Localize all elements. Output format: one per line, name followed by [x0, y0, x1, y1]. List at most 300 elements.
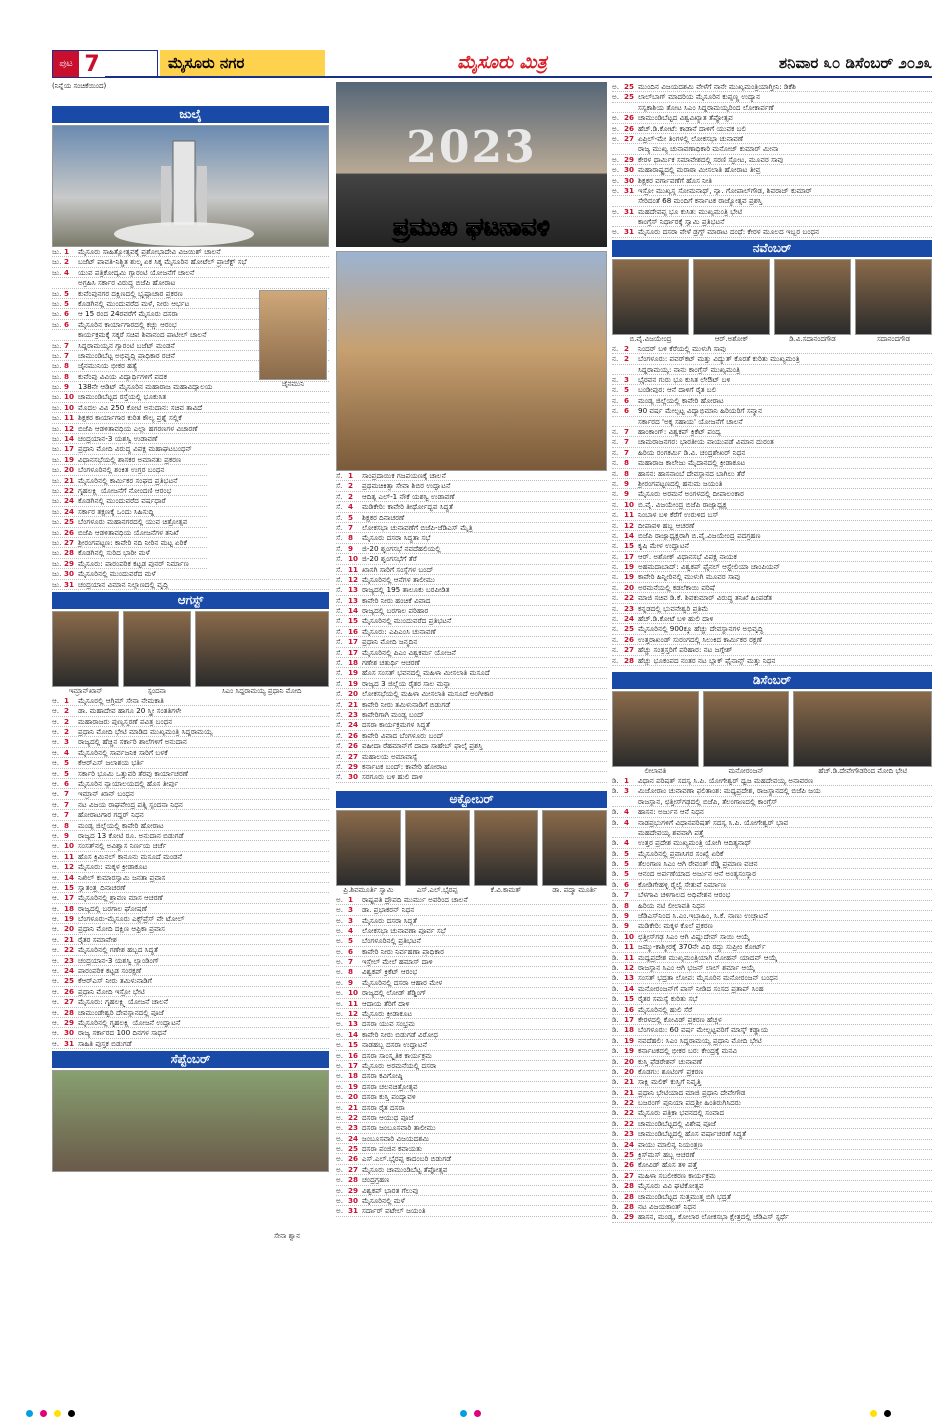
event-day: 23 — [348, 709, 359, 719]
event-day: 5 — [64, 288, 70, 298]
registration-dot-icon — [884, 1410, 891, 1417]
list-item — [52, 278, 329, 288]
list-item — [612, 994, 932, 1004]
event-day: 9 — [64, 382, 70, 392]
event-day: 11 — [624, 510, 635, 520]
list-item — [52, 904, 329, 914]
event-day: 20 — [348, 689, 359, 699]
event-day: 24 — [64, 966, 75, 976]
list-item — [612, 828, 932, 838]
event-list-october — [336, 895, 607, 1217]
event-text: ನಿಂದರ್ ಬಳಿ ಕೆರೆಯಲ್ಲಿ ಮುಳುಗಿ ಸಾವು — [638, 343, 726, 353]
event-text: ಗಣೇಶ ಚತುರ್ಥಿ ಆಚರಣೆ — [362, 658, 420, 668]
event-month: ಸೆ. — [336, 533, 343, 543]
event-month: ಅ. — [612, 82, 620, 91]
list-item — [336, 679, 607, 689]
portrait-caption: ಸ್ಪಂದನಾ — [147, 686, 166, 695]
event-day: 17 — [64, 893, 75, 903]
event-month: ಡಿ. — [612, 1087, 619, 1097]
list-item — [52, 852, 329, 862]
event-day: 28 — [64, 1007, 75, 1017]
event-text: ಲೋಕಸಭೆಯಲ್ಲಿ ಮಹಿಳಾ ಮೀಸಲಾತಿ ಮಸೂದೆ ಅಂಗೀಕಾರ — [362, 689, 494, 699]
event-day: 23 — [348, 1123, 359, 1133]
event-month: ಅ. — [612, 154, 620, 164]
list-item — [52, 800, 329, 810]
event-month: ಆ. — [52, 810, 60, 820]
event-text: ಮೈಸೂರಿನಲ್ಲಿ ದಸರಾ ಆಹಾರ ಮೇಳ — [362, 977, 443, 987]
list-item — [612, 890, 932, 900]
event-text: ಜಮ್ಮು-ಕಾಶ್ಮೀರಕ್ಕೆ 370ನೇ ವಿಧಿ ರದ್ದು ಸುಪ್ರೀಂ ಕೋರ್ಟ್ — [638, 942, 766, 952]
event-day: 8 — [348, 533, 354, 543]
event-text: ಚಂದ್ರಯಾನ-3 ಯಶಸ್ವಿ ಲ್ಯಾಂಡಿಂಗ್ — [78, 955, 160, 965]
event-text: ಕಾವೇರಿ ನೀರು ಹಂಚಿಕೆ ವಿವಾದ — [362, 595, 431, 605]
event-month: ಜು. — [52, 434, 62, 444]
list-item — [52, 935, 329, 945]
print-registration-strip — [0, 1404, 945, 1424]
event-month: ಡಿ. — [612, 1108, 619, 1118]
list-item — [612, 489, 932, 499]
event-month: ಆ. — [52, 758, 60, 768]
event-text: ಹೋರಾಟಗಾರ ಗದ್ದರ್ ನಿಧನ — [78, 810, 144, 820]
portrait — [855, 259, 932, 344]
event-text: ಮೈಸೂರು ಸಾಹಿತ್ಯೋತ್ಸವಕ್ಕೆ ಪ್ರಶೋಭಾದೇವಿ ವಿಜಯಿಶ್ ಚಾಲನೆ — [78, 247, 221, 256]
portrait-caption: ಡಿ.ವಿ.ಸದಾನಂದಗೌಡ — [789, 334, 836, 343]
event-text: ದಸರಾ ಆಯುಧ ಪೂಜೆ — [362, 1112, 414, 1122]
portrait-photo — [52, 611, 119, 687]
event-month: ಅ. — [336, 936, 344, 946]
list-item — [336, 596, 607, 606]
event-text: ಮೈಸೂರು ಕ್ರೀಡಾಕೂಟ — [362, 1009, 413, 1019]
list-item — [336, 1123, 607, 1133]
list-item — [612, 155, 932, 165]
event-text: ಆದಿತ್ಯ ಎಲ್-1 ನೌಕೆ ಯಶಸ್ವಿ ಉಡಾವಣೆ — [362, 491, 455, 501]
event-month: ಆ. — [52, 986, 60, 996]
event-day: 31 — [64, 1038, 75, 1048]
list-item — [336, 1206, 607, 1216]
event-text: ಮಡಿಕೇರಿ: ಮಕ್ಕಳ ಕೊಲೆ ಪ್ರಕರಣ — [638, 921, 713, 931]
event-day: 10 — [624, 931, 635, 941]
event-day: 20 — [624, 582, 635, 592]
list-item — [336, 947, 607, 957]
event-month: ಸೆ. — [336, 699, 343, 709]
event-day: 23 — [64, 955, 75, 965]
event-text: ಬೆಂಗಳೂರು: 60 ವರ್ಷ ಮೇಲ್ಪಟ್ಟವರಿಗೆ ಮಾಸ್ಕ್ ಕಡ್ಡಾಯ — [638, 1025, 769, 1035]
event-month: ಆ. — [52, 882, 60, 892]
list-item — [52, 758, 329, 768]
event-day: 6 — [624, 406, 630, 416]
event-month: ಅ. — [336, 1040, 344, 1050]
event-day: 17 — [348, 1060, 359, 1070]
event-month: ಸೆ. — [336, 554, 343, 564]
event-day: 31 — [624, 227, 635, 237]
list-item — [612, 656, 932, 666]
list-item — [612, 531, 932, 541]
event-day: 27 — [348, 751, 359, 761]
event-text: ರೈತರ ಸಮಾವೇಶ — [78, 934, 117, 944]
list-item — [52, 841, 329, 851]
event-text: 138ನೇ ಆಡಿಟ್ ಮೈಸೂರಿನ ಮಹಾರಾಜ ಮಹಾವಿದ್ಯಾಲಯ — [78, 382, 213, 392]
event-list-august — [52, 696, 329, 1049]
column-left — [52, 82, 329, 1240]
list-item — [612, 635, 932, 645]
event-month: ಡಿ. — [612, 1118, 619, 1128]
event-month: ಸೆ. — [336, 751, 343, 761]
event-month: ಜು. — [52, 382, 62, 392]
event-day: 2 — [348, 491, 354, 501]
event-month: ಡಿ. — [612, 1160, 619, 1170]
event-month: ಡಿ. — [612, 879, 619, 889]
event-month: ನ. — [612, 375, 619, 385]
event-day: 1 — [348, 894, 354, 904]
portrait — [336, 810, 401, 895]
event-month: ಅ. — [336, 1060, 344, 1070]
list-item — [612, 984, 932, 994]
event-day: 10 — [64, 392, 75, 402]
event-day: 26 — [348, 1154, 359, 1164]
event-month: ಅ. — [336, 1196, 344, 1206]
event-day: 16 — [348, 626, 359, 636]
event-text: ದಸರಾ ಯುವ ಸಂಭ್ರಮ — [362, 1019, 416, 1029]
event-text: ಹಾಂಕಾಂಗ್: ವಿಶ್ವಕಪ್ ಕ್ರಿಕೆಟ್ ಪಂದ್ಯ — [638, 426, 721, 436]
event-day: 27 — [348, 1164, 359, 1174]
event-text: ದಸರಾ ರೈತ ದಸರಾ — [362, 1102, 405, 1112]
list-item — [612, 973, 932, 983]
event-text: ಆನಂದ ಅರ್ಪಣೆಯಾದ ಅರ್ಜುನ ಆನೆ ಅಂತ್ಯಸಂಸ್ಕಾರ — [638, 869, 757, 879]
event-month: ನ. — [612, 582, 619, 592]
event-month: ಅ. — [336, 1009, 344, 1019]
event-day: 24 — [348, 1133, 359, 1143]
event-text: ವಿಧಾನಸಭೆಯಲ್ಲಿ ಶಾಸಕರ ಅಮಾನತು ಪ್ರಕರಣ — [78, 454, 182, 464]
event-text: ಶಿಕ್ಷಕರ ಕಾರ್ಯಾಗಾರ ಕುರಿತ ಕೌಲ್ಯ ಪ್ರಶ್ನೆ ಸಲ್ಲಿಕೆ — [78, 413, 182, 423]
event-day: 12 — [64, 862, 75, 872]
event-day: 15 — [624, 994, 635, 1004]
portrait-photo — [405, 810, 470, 886]
event-text: ನಟ ವಿಜಯ ರಾಘವೇಂದ್ರ ಪತ್ನಿ ಸ್ಪಂದನಾ ನಿಧನ — [78, 799, 183, 809]
event-text: ಜಿ-20 ಶೃಂಗಸಭೆ ನವದೆಹಲಿಯಲ್ಲಿ — [362, 543, 441, 553]
event-day: 6 — [64, 319, 70, 329]
event-text: ಕೇರಳ ಧಾರ್ಮಿಕ ಸಮಾವೇಶದಲ್ಲಿ ಸರಣಿ ಸ್ಫೋಟ, ಮೂವರ ಸಾವು — [638, 154, 784, 164]
list-item — [336, 513, 607, 523]
event-day: 22 — [624, 1108, 635, 1118]
event-day: 9 — [64, 830, 70, 840]
event-text: ರಾಜ್ಯ ಮುಖ್ಯ ಚುನಾವಣಾಧಿಕಾರಿ ಮನೋಜ್ ಕುಮಾರ್ ಮೀನಾ — [638, 144, 779, 154]
event-day: 20 — [348, 1092, 359, 1102]
list-item — [612, 818, 932, 828]
event-month: ಸೆ. — [336, 543, 343, 553]
event-day: 5 — [64, 298, 70, 308]
list-item — [52, 538, 207, 548]
list-item — [336, 627, 607, 637]
event-month: ಅ. — [336, 1123, 344, 1133]
list-item — [612, 510, 932, 520]
list-item — [336, 523, 607, 533]
event-day: 6 — [348, 946, 354, 956]
event-day: 30 — [64, 1028, 75, 1038]
list-item — [612, 1129, 932, 1139]
list-item — [612, 838, 932, 848]
event-month: ಡಿ. — [612, 1025, 619, 1035]
event-text: ಕೋಡಿಗೇಹಳ್ಳಿ ರೈಲ್ವೆ ಸೇತುವೆ ನಿರ್ಮಾಣ — [638, 879, 727, 889]
event-month: ಡಿ. — [612, 1212, 619, 1222]
event-text: ರಾಜ್ಯದ 13 ಕೋಟಿ ರೂ. ಅನುದಾನ ಬಿಡುಗಡೆ — [78, 830, 184, 840]
event-month: ಅ. — [336, 1029, 344, 1039]
list-item — [612, 406, 932, 416]
event-day: 11 — [624, 952, 635, 962]
event-text: ಲೋಕಸಭಾ ಚುನಾವಣೆಗೆ ಬಿಜೆಪಿ-ಜೆಡಿಎಸ್ ಮೈತ್ರಿ — [362, 522, 473, 532]
list-item — [52, 268, 329, 278]
event-text: ಮಡಿಕೇರಿ: ಕಾವೇರಿ ತೀರ್ಥೋದ್ಭವ ಸಿದ್ಧತೆ — [362, 502, 453, 512]
portrait — [793, 691, 932, 776]
event-text: ಬೆಂಗಳೂರು: ಪವರ್‌ಕಟ್ ಮತ್ತು ವಿದ್ಯುತ್ ಕೊರತೆ ಕುರಿತು ಮುಖ್ಯಮಂತ್ರಿ — [638, 354, 800, 364]
event-month: ಆ. — [52, 706, 60, 716]
portrait — [774, 259, 851, 344]
event-text: ಕಾವೇರಿ ನೀರು ತಮಿಳುನಾಡಿಗೆ ಬಿಡುಗಡೆ — [362, 699, 451, 709]
event-month: ಅ. — [612, 92, 620, 102]
event-text: ಹಾಸನ, ಮಂಡ್ಯ, ಕೋಲಾರ ಲೋಕಸಭಾ ಕ್ಷೇತ್ರದಲ್ಲಿ ಜೆಡಿಎಸ್ ಸ್ಪರ್ಧೆ — [638, 1212, 789, 1222]
event-month: ಅ. — [336, 1206, 344, 1216]
event-text: ರಾಜ್ಯದಲ್ಲಿ 195 ತಾಲೂಕು ಬರಪೀಡಿತ — [362, 585, 450, 595]
list-item — [612, 797, 932, 807]
event-text: ಕಾವೇರಿ ವಿವಾದ ಬೆಂಗಳೂರು ಬಂದ್ — [362, 730, 444, 740]
event-month: ನ. — [612, 354, 619, 364]
event-day: 31 — [624, 206, 635, 216]
event-day: 27 — [624, 1170, 635, 1180]
event-month: ಜು. — [52, 340, 62, 350]
column-center — [336, 82, 607, 1217]
list-item — [612, 869, 932, 879]
list-item — [612, 859, 932, 869]
list-item — [336, 1071, 607, 1081]
event-text: ಚಾಮುಂಡಿಬೆಟ್ಟದ ಸುತ್ತಮುತ್ತ ಬಿಗಿ ಭದ್ರತೆ — [638, 1191, 731, 1201]
event-text: ಚಂದ್ರಯಾನ-3 ಯಶಸ್ವಿ ಉಡಾವಣೆ — [78, 434, 158, 444]
event-month: ಡಿ. — [612, 1098, 619, 1108]
event-text: 90 ವರ್ಷ ಮೇಲ್ಪಟ್ಟ ವಿದ್ಯಾಭಿಮಾನಿ ಹಿರಿಯರಿಗೆ ಸನ್ಮಾನ — [638, 406, 763, 416]
event-text: ಕೊಡಗಿನಲ್ಲಿ ಸುರಿದ ಭಾರೀ ಮಳೆ — [78, 548, 150, 558]
event-month: ಆ. — [52, 727, 60, 737]
event-text: ದಸರಾ ಚಲನಚಿತ್ರೋತ್ಸವ — [362, 1081, 418, 1091]
event-text: ಶ್ರೀರಂಗಪಟ್ಟಣದಲ್ಲಿ ಹನುಮ ಜಯಂತಿ — [638, 478, 723, 488]
event-month: ನ. — [612, 562, 619, 572]
event-month: ಜು. — [52, 257, 62, 267]
event-day: 7 — [64, 810, 70, 820]
event-day: 6 — [64, 309, 70, 319]
event-month: ಅ. — [336, 1071, 344, 1081]
event-month: ಡಿ. — [612, 931, 619, 941]
event-text: ಡಾ. ಮಹಾದೇವ ಹಾಗೂ 20 ಸ್ತ್ರೀ ಸಂತತಿಗಳೇ — [78, 706, 182, 716]
list-item — [52, 924, 329, 934]
event-day: 19 — [348, 678, 359, 688]
event-text: ಶಿಕ್ಷಕರ ದಿನಾಚರಣೆ — [362, 512, 405, 522]
event-month: ಡಿ. — [612, 1035, 619, 1045]
event-text: ಕಾವೇರಿ ನೀರು ನಿರ್ವಹಣಾ ಪ್ರಾಧಿಕಾರ — [362, 946, 445, 956]
event-month: ಜು. — [52, 558, 62, 568]
event-day: 18 — [624, 1025, 635, 1035]
event-text: ಕ್ರಿಸ್‌ಮಸ್ ಹಬ್ಬ ಆಚರಣೆ — [638, 1150, 695, 1160]
event-text: ರಾಷ್ಟ್ರಪತಿ ದ್ರೌಪದಿ ಮುರ್ಮು ಅವರಿಂದ ಚಾಲನೆ — [362, 894, 468, 904]
event-text: ಚಾಮುಂಡಿಬೆಟ್ಟದ ರಸ್ತೆಯಲ್ಲಿ ಭೂಕುಸಿತ — [78, 392, 167, 402]
event-text: ಆ 15 ರಂದ 24ರವರೆಗೆ ಮೈಸೂರು ದಸರಾ — [78, 309, 178, 319]
event-text: ವಹೀದಾ ರೆಹಮಾನ್‌ಗೆ ದಾದಾ ಸಾಹೇಬ್ ಫಾಲ್ಕೆ ಪ್ರಶಸ್ತಿ — [362, 741, 483, 751]
list-item — [612, 396, 932, 406]
event-text: ರಾಜಸ್ಥಾನ ಸಿಎಂ ಆಗಿ ಭಜನ್ ಲಾಲ್ ಶರ್ಮಾ ಆಯ್ಕೆ — [638, 963, 755, 972]
event-day: 1 — [64, 695, 70, 705]
event-text: ಬೆಂಗಳೂರು ಮಹಾನಗರದಲ್ಲಿ ಯುವ ಚಿತ್ರೋತ್ಸವ — [78, 517, 188, 527]
event-text: ಹೊಸ ಕ್ರಿಮಿನಲ್ ಕಾನೂನು ಮಸೂದೆ ಮಂಡನೆ — [78, 851, 183, 861]
event-text: ಸಾಕ್ಷಿ ಮಲಿಕ್ ಕುಸ್ತಿಗೆ ನಿವೃತ್ತಿ — [638, 1077, 702, 1087]
event-text: ಚಾಮುಂಡಿಬೆಟ್ಟದಲ್ಲಿ ಹೊಸ ವರ್ಷಾಚರಣೆ ಸಿದ್ಧತೆ — [638, 1129, 747, 1139]
event-day: 4 — [624, 838, 630, 848]
list-item — [52, 873, 329, 883]
portrait-caption: ಹೆಚ್.ಡಿ.ದೇವೇಗೌಡರಿಂದ ಮೋದಿ ಭೇಟಿ — [818, 766, 908, 775]
list-item — [612, 932, 932, 942]
event-month: ಜು. — [52, 371, 62, 381]
list-item — [612, 1098, 932, 1108]
event-text: ಕರ್ನಾಟಕದಲ್ಲಿ ಭೀಕರ ಬರ: ಕೇಂದ್ರಕ್ಕೆ ಮನವಿ — [638, 1046, 738, 1056]
event-text: ಸರ್ಕಾರದ 'ಅಕ್ಕ ಸಹಾಯ' ಯೋಜನೆಗೆ ಚಾಲನೆ — [638, 416, 743, 426]
event-month: ಜು. — [52, 402, 62, 412]
event-month: ಆ. — [52, 945, 60, 955]
list-item — [336, 731, 607, 741]
event-month: ಜು. — [52, 454, 62, 464]
event-month: ಜು. — [52, 444, 62, 454]
list-item — [52, 976, 329, 986]
event-month: ಆ. — [52, 799, 60, 809]
event-day: 9 — [348, 977, 354, 987]
list-item — [612, 227, 932, 237]
list-item — [612, 572, 932, 582]
list-item — [52, 696, 329, 706]
event-text: ಸಿದ್ದರಾಮಯ್ಯ: ನಾನು ಕಾಂಗ್ರೆಸ್ ಮುಖ್ಯಮಂತ್ರಿ — [638, 364, 741, 374]
event-text: ದಸರಾ ಸಾಂಸ್ಕೃತಿಕ ಕಾರ್ಯಕ್ರಮ — [362, 1050, 432, 1060]
event-text: ಜಂಬೂಸವಾರಿ ವಿಜಯದಶಮಿ — [362, 1133, 430, 1143]
list-item — [336, 533, 607, 543]
event-day: 3 — [348, 915, 354, 925]
event-text: ದಸರಾ ಜಂಬೂಸವಾರಿ ತಾಲೀಮು — [362, 1123, 436, 1133]
event-month: ಅ. — [336, 1185, 344, 1195]
event-text: ಮೈಸೂರಿನಲ್ಲಿ ಸಾರ್ವಜನಿಕ ಸಾರಿಗೆ ಬಳಕೆ — [78, 747, 168, 757]
event-text: ಜೆಡಿಎಸ್‌ನಿಂದ ಸಿ.ಎಂ.ಇಬ್ರಾಹಿಂ, ಸಿ.ಕೆ. ನಾಣು ಉಚ್ಛಾಟನೆ — [638, 911, 768, 921]
list-item — [52, 769, 329, 779]
event-text: ಜಿ-20 ಶೃಂಗಸಭೆಗೆ ತೆರೆ — [362, 554, 417, 564]
event-text: ರಾಜ್ಯ ಸರ್ಕಾರದ 100 ದಿನಗಳ ಸಾಧನೆ — [78, 1028, 167, 1038]
event-day: 19 — [64, 454, 75, 464]
event-text: ಮಹಾರಾಜ ಕಾಲೇಜು ಮೈದಾನದಲ್ಲಿ ಕ್ರೀಡಾಕೂಟ — [638, 458, 746, 468]
event-day: 7 — [348, 522, 354, 532]
event-text: ಹಾಸನ: ಅರ್ಜುನ ಆನೆ ನಿಧನ — [638, 807, 704, 817]
event-text: ಮೈಸೂರು ಪತ್ರಿಕಾ ಭವನದಲ್ಲಿ ಸಂವಾದ — [638, 1108, 725, 1118]
list-item — [52, 496, 207, 506]
event-text: ಬಜೆಟ್ ಪಾವತಿ-ನಿಶ್ಚಿತ ಶುಲ್ಕ ಏಕ ಸಿಕ್ಕ ಮೈಸೂರಿನ ಹೋಟೆಲ್ ಪ್ರಾಜೆಕ್ಟ್ ಸಭೆ — [78, 257, 247, 267]
event-text: ಕಾವೇರಿ ನೀರು ಬಿಡುಗಡೆ ವಿರೋಧ — [362, 1029, 439, 1039]
event-text: ಎಸ್.ಎಲ್.ಭೈರಪ್ಪ ಕಾದಂಬರಿ ಬಿಡುಗಡೆ — [362, 1154, 452, 1164]
event-day: 6 — [64, 779, 70, 789]
event-text: ದಸರಾ ಕುಸ್ತಿ ಪಂದ್ಯಾವಳಿ — [362, 1092, 416, 1102]
list-item — [336, 575, 607, 585]
list-item — [52, 997, 329, 1007]
event-day: 22 — [64, 945, 75, 955]
list-item — [52, 748, 329, 758]
list-item — [336, 1103, 607, 1113]
event-day: 4 — [64, 267, 70, 277]
event-day: 9 — [624, 489, 630, 499]
list-item — [336, 936, 607, 946]
event-month: ಜು. — [52, 537, 62, 547]
list-item — [52, 831, 329, 841]
event-day: 20 — [624, 1056, 635, 1066]
list-item — [612, 354, 932, 364]
list-item — [52, 580, 329, 590]
event-month: ಅ. — [336, 957, 344, 967]
event-month: ಆ. — [52, 841, 60, 851]
event-text: ಪ್ರಧಾನಿ ಮೋದಿ ವಿರುದ್ಧ ವಿಪಕ್ಷ ಮಹಾಘಟಬಂಧನ್ — [78, 444, 192, 454]
event-month: ಆ. — [52, 862, 60, 872]
event-month: ಸೆ. — [336, 626, 343, 636]
event-day: 21 — [64, 475, 75, 485]
event-month: ಅ. — [612, 185, 620, 195]
event-month: ಆ. — [52, 1038, 60, 1048]
list-item — [52, 727, 329, 737]
list-item — [612, 375, 932, 385]
event-text: ಮಿಜೋರಾಂ ಚುನಾವಣಾ ಫಲಿತಾಂಶ: ಮಧ್ಯಪ್ರದೇಶ, ರಾಜಸ್ಥಾನದಲ್ಲಿ ಬಿಜೆಪಿ ಜಯ — [638, 786, 821, 796]
event-day: 29 — [348, 1185, 359, 1195]
event-month: ಆ. — [52, 716, 60, 726]
event-text: ಪ್ರಧಾನಿ ಮೋದಿ ಇಸ್ರೋ ಭೇಟಿ — [78, 986, 145, 996]
event-month: ಅ. — [336, 925, 344, 935]
event-text: ನಿಖಿಲ್ ಕುಮಾರಸ್ವಾಮಿ ಜನತಾ ಪ್ರವಾಸ — [78, 872, 166, 882]
list-item — [52, 945, 329, 955]
event-month: ನ. — [612, 468, 619, 478]
event-text: ಕಾರ್ಯಕ್ರಮಕ್ಕೆ ಸಕ್ಕರೆ ಸಚಿವ ಶಿವಾನಂದ ಪಾಟೀಲ್ ಚಾಲನೆ — [78, 330, 207, 340]
list-item — [336, 988, 607, 998]
event-month: ನ. — [612, 541, 619, 551]
list-item — [52, 559, 207, 569]
event-day: 8 — [624, 468, 630, 478]
event-month: ಜು. — [52, 423, 62, 433]
event-month: ಜು. — [52, 475, 62, 485]
event-month: ನ. — [612, 551, 619, 561]
event-month: ಡಿ. — [612, 1201, 619, 1211]
list-item — [336, 585, 607, 595]
event-text: ಮಂಡ್ಯ ಜಿಲ್ಲೆಯಲ್ಲಿ ಕಾವೇರಿ ಹೋರಾಟ — [78, 820, 164, 830]
december-portraits — [612, 691, 932, 776]
event-month: ಜು. — [52, 506, 62, 516]
event-text: ಬಿಜೆಪಿ ಆಡಳಿತಾವಧಿಯ ಎಲ್ಲಾ ಹಗರಣಗಳ ವಿಚಾರಣೆ — [78, 423, 198, 433]
event-day: 1 — [64, 247, 70, 256]
event-text: ಮೈಸೂರಿನಲ್ಲಿ ಪ್ರವಾಸಿಗರ ಸಂಖ್ಯೆ ಏರಿಕೆ — [638, 848, 724, 858]
list-item — [612, 1005, 932, 1015]
list-item — [336, 492, 607, 502]
list-item — [612, 1171, 932, 1181]
event-text: ಮುಂದಿನ ವಿಜಯದಶಮಿ ವೇಳೆಗೆ ನಾನೇ ಮುಖ್ಯಮಂತ್ರಿಯಾಗ್ತೀನಿ: ಡಿಕೆಶಿ — [638, 82, 796, 91]
list-item — [52, 1008, 329, 1018]
list-item — [336, 658, 607, 668]
event-month: ಅ. — [612, 175, 620, 185]
event-month: ಅ. — [336, 905, 344, 915]
event-day: 26 — [348, 730, 359, 740]
event-day: 21 — [624, 1077, 635, 1087]
event-day: 12 — [624, 963, 635, 972]
event-text: ಕೆಆರ್‌ಎಸ್ ನೀರು ತಮಿಳುನಾಡಿಗೆ — [78, 976, 152, 986]
event-text: ಮೈಸೂರು ವಿವಿ ಘಟಿಕೋತ್ಸವ — [638, 1181, 704, 1191]
event-text: ಬಿಜೆಪಿ ಆಡಳಿತಾವಧಿಯ ಯೋಜನೆಗಳ ತನಿಖೆ — [78, 527, 179, 537]
event-text: ವಾಯು ಮಾಲಿನ್ಯ ನಿಯಂತ್ರಣ — [638, 1139, 703, 1149]
event-month: ಡಿ. — [612, 942, 619, 952]
event-day: 5 — [624, 859, 630, 869]
event-text: ಮೈಸೂರಿನಲ್ಲಿ ಗೃಹಲಕ್ಷ್ಮಿ ಯೋಜನೆ ಉದ್ಘಾಟನೆ — [78, 1018, 181, 1027]
event-text: ಹಿರಿಯ ರಂಗಕರ್ಮಿ ಡಿ.ವಿ. ಚಂದ್ರಶೇಖರ್ ನಿಧನ — [638, 447, 746, 457]
month-header-july: ಜುಲೈ — [52, 106, 329, 123]
event-month: ಆ. — [52, 1007, 60, 1017]
